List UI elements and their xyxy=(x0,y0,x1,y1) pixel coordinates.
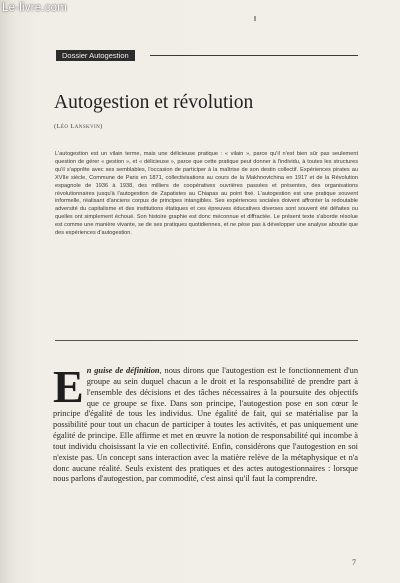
watermark-text: Le-livre.com xyxy=(2,2,68,14)
body-paragraph: , nous dirons que l'autogestion est le fonctionnement d'un groupe au sein duquel chacun a le droit et la responsabilité de prendre part à l'ensemble des décisions et des tâches nécessaires à la poursuite des objectifs que ce groupe se fixe. Dans son principe, l'autogestion pose en son cœur le principe d'égalité de tous les individus. Une égalité de fait, qui se matérialise par la possibilité pour tout un chacun de participer à toutes les activités, et pas uniquement une égalité de principe. Elle affirme et met en œuvre la notion de responsabilité qui incombe à tout individu choisissant la vie en collectivité. Enfin, considérons que l'autogestion en soi n'existe pas. Un concept sans interaction avec la matière relève de la métaphysique et n'a donc aucune réalité. Seuls existent des pratiques et des actes autogestionnaires : lorsque nous parlons d'autogestion, par commodité, c'est ainsi qu'il faut la comprendre. xyxy=(53,366,359,484)
drop-cap: E xyxy=(53,361,84,412)
article-body xyxy=(53,361,359,485)
section-tag: Dossier Autogestion xyxy=(56,50,135,61)
article-author: (Léo Lanskvin) xyxy=(54,123,103,130)
lead-in-text: n guise de définition xyxy=(86,366,160,375)
article-abstract: L'autogestion est un vilain terme, mais une délicieuse pratique : « vilain », parce qu'il n'est bien sûr pas seulement question de gérer « gestion », et « délicieuse », parce que cette pratique peut donner à l'individu, à toutes les structures qu'il s'apprête avec ses semblables, l'occasion de participer à la maîtrise de son destin collectif. Expériences pirates au XVIIe siècle, Commune de Paris en 1871, collectivisations au cours de la Makhnovtchina en 1917 et de la Révolution espagnole de 1936 à 1938, des milliers de coopératives ouvrières passées et présentes, des organisations révolutionnaires jusqu'à l'autogestion de Zapatistes au Chiapas au point fixé. L'autogestion est une pratique souvent informelle, réalisant d'anciens corpus de principes intangibles. Ses expériences sociales doivent affronter la redoutable adversité du capitalisme et des institutions étatiques et ces épreuves éducatives diverses sont souvent été défaites ou quelles ont simplement échoué. Son histoire graphie est donc méconnue et diffractée. Le présent texte s'aborde résolue est comme une manière vivante, se de ses pratiques quotidiennes, et ne pèse pas à développer une analyse aboutie que des expériences d'autogestion. xyxy=(55,151,358,237)
section-rule xyxy=(150,55,358,56)
page-number: 7 xyxy=(352,558,356,567)
abstract-divider xyxy=(55,340,358,341)
corner-mark xyxy=(254,16,256,21)
article-title: Autogestion et révolution xyxy=(54,92,254,113)
